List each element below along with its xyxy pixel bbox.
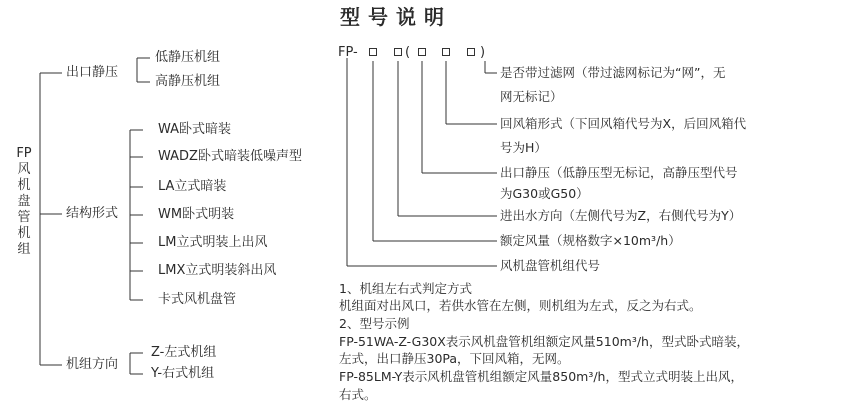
item-la: LA立式暗装	[158, 179, 227, 194]
code-box-return-air	[442, 48, 450, 56]
desc-filter-line1: 是否带过滤网（带过滤网标记为“网”，无	[500, 65, 726, 80]
item-cassette: 卡式风机盘管	[158, 292, 237, 307]
group-outlet-pressure: 出口静压	[66, 65, 119, 80]
model-code-close-paren: )	[480, 45, 486, 60]
item-lm: LM立式明装上出风	[158, 235, 268, 250]
note-line-1: 机组面对出风口，若供水管在左侧，则机组为左式，反之为右式。	[339, 298, 702, 313]
desc-rated-airflow: 额定风量（规格数字×10m³/h）	[500, 233, 681, 248]
item-high-static: 高静压机组	[155, 74, 221, 89]
item-left-unit: Z-左式机组	[151, 345, 217, 360]
item-wm: WM卧式明装	[158, 207, 235, 222]
code-box-airflow	[369, 48, 377, 56]
note-example-2b: 右式。	[339, 387, 377, 402]
note-example-1b: 左式，出口静压30Pa，下回风箱，无网。	[339, 351, 570, 366]
group-structure: 结构形式	[66, 206, 119, 221]
desc-static-line2: 为G30或G50）	[500, 186, 589, 201]
model-code-open-paren: (	[405, 45, 411, 60]
code-box-filter	[467, 48, 475, 56]
page-title: 型号说明	[340, 5, 452, 29]
note-example-2a: FP-85LM-Y表示风机盘管机组额定风量850m³/h，型式立式明装上出风，	[339, 369, 743, 384]
model-code-prefix: FP-	[338, 45, 358, 60]
item-low-static: 低静压机组	[155, 50, 221, 65]
item-wa: WA卧式暗装	[158, 122, 232, 137]
root-label: FP风机盘管机组	[16, 146, 32, 257]
desc-filter-line2: 网无标记）	[500, 89, 563, 104]
desc-return-air-line2: 号为H）	[500, 140, 547, 155]
code-box-static-pressure	[418, 48, 426, 56]
note-heading-2: 2、型号示例	[339, 316, 410, 331]
desc-fp-code: 风机盘管机组代号	[500, 258, 601, 273]
desc-return-air-line1: 回风箱形式（下回风箱代号为X，后回风箱代	[500, 116, 747, 131]
desc-static-line1: 出口静压（低静压型无标记，高静压型代号	[500, 165, 738, 180]
item-wadz: WADZ卧式暗装低噪声型	[158, 149, 302, 164]
item-lmx: LMX立式明装斜出风	[158, 263, 277, 278]
code-box-water-direction	[394, 48, 402, 56]
note-example-1a: FP-51WA-Z-G30X表示风机盘管机组额定风量510m³/h，型式卧式暗装，	[339, 334, 749, 349]
desc-water-direction: 进出水方向（左侧代号为Z，右侧代号为Y）	[500, 208, 742, 223]
group-direction: 机组方向	[66, 357, 119, 372]
item-right-unit: Y-右式机组	[151, 366, 215, 381]
note-heading-1: 1、机组左右式判定方式	[339, 281, 472, 296]
